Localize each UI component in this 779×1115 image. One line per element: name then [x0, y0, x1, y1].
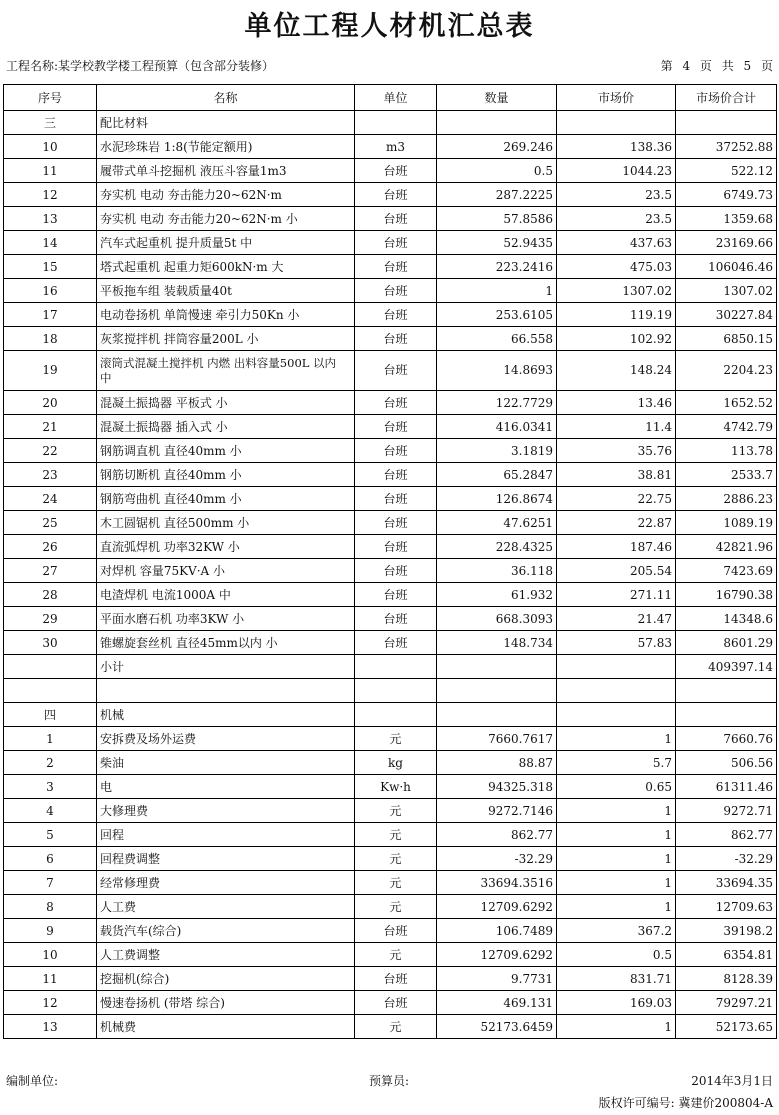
table-row	[4, 895, 777, 919]
cell-price: 35.76	[557, 439, 676, 463]
cell-name: 混凝土振捣器 插入式 小	[97, 415, 355, 439]
cell-unit: 元	[355, 1015, 437, 1039]
cell-name: 机械	[97, 703, 355, 727]
cell-no: 23	[4, 463, 97, 487]
cell-no: 7	[4, 871, 97, 895]
cell-total	[676, 679, 777, 703]
cell-name: 电渣焊机 电流1000A 中	[97, 583, 355, 607]
cell-name: 平板拖车组 装载质量40t	[97, 279, 355, 303]
cell-name: 挖掘机(综合)	[97, 967, 355, 991]
cell-total: 2533.7	[676, 463, 777, 487]
cell-price: 437.63	[557, 231, 676, 255]
cell-name: 混凝土振捣器 平板式 小	[97, 391, 355, 415]
cell-no	[4, 655, 97, 679]
cell-total: 16790.38	[676, 583, 777, 607]
cell-total: 2886.23	[676, 487, 777, 511]
cell-qty	[437, 679, 557, 703]
cell-qty: 47.6251	[437, 511, 557, 535]
header-price: 市场价	[557, 85, 676, 111]
cell-qty: 469.131	[437, 991, 557, 1015]
cell-no: 3	[4, 775, 97, 799]
cell-unit	[355, 655, 437, 679]
cell-price: 271.11	[557, 583, 676, 607]
cell-qty: 36.118	[437, 559, 557, 583]
cell-unit	[355, 703, 437, 727]
table-row	[4, 255, 777, 279]
table-row	[4, 559, 777, 583]
table-row	[4, 135, 777, 159]
cell-unit: 台班	[355, 279, 437, 303]
cell-name: 电动卷扬机 单筒慢速 牵引力50Kn 小	[97, 303, 355, 327]
cell-unit	[355, 111, 437, 135]
cell-name: 灰浆搅拌机 拌筒容量200L 小	[97, 327, 355, 351]
cell-unit: m3	[355, 135, 437, 159]
cell-price: 831.71	[557, 967, 676, 991]
cell-qty: 148.734	[437, 631, 557, 655]
cell-no	[4, 679, 97, 703]
cell-unit: 元	[355, 727, 437, 751]
cell-total: 862.77	[676, 823, 777, 847]
cell-qty: 94325.318	[437, 775, 557, 799]
cell-total: 39198.2	[676, 919, 777, 943]
cell-qty: 269.246	[437, 135, 557, 159]
cell-unit: 台班	[355, 919, 437, 943]
cell-total: 14348.6	[676, 607, 777, 631]
cell-name: 钢筋切断机 直径40mm 小	[97, 463, 355, 487]
table-row	[4, 703, 777, 727]
cell-no: 27	[4, 559, 97, 583]
cell-price	[557, 703, 676, 727]
cell-no: 18	[4, 327, 97, 351]
cell-price: 0.5	[557, 943, 676, 967]
cell-no: 13	[4, 1015, 97, 1039]
cell-name: 人工费	[97, 895, 355, 919]
cell-name: 直流弧焊机 功率32KW 小	[97, 535, 355, 559]
table-body	[4, 111, 777, 1039]
cell-price: 1044.23	[557, 159, 676, 183]
cell-no: 11	[4, 967, 97, 991]
table-row	[4, 111, 777, 135]
cell-total: 23169.66	[676, 231, 777, 255]
cell-qty: 223.2416	[437, 255, 557, 279]
cell-total: 8601.29	[676, 631, 777, 655]
header-name: 名称	[97, 85, 355, 111]
cell-price: 1	[557, 727, 676, 751]
cell-name: 钢筋调直机 直径40mm 小	[97, 439, 355, 463]
cell-total: 37252.88	[676, 135, 777, 159]
cell-unit: 元	[355, 871, 437, 895]
cell-no: 26	[4, 535, 97, 559]
cell-name: 小计	[97, 655, 355, 679]
cell-no: 10	[4, 135, 97, 159]
cell-qty: 253.6105	[437, 303, 557, 327]
table-row	[4, 631, 777, 655]
cell-name: 水泥珍珠岩 1:8(节能定额用)	[97, 135, 355, 159]
cell-name: 机械费	[97, 1015, 355, 1039]
cell-total: 79297.21	[676, 991, 777, 1015]
cell-unit: 元	[355, 799, 437, 823]
table-row	[4, 775, 777, 799]
header-no: 序号	[4, 85, 97, 111]
cell-total: 33694.35	[676, 871, 777, 895]
cell-unit: 台班	[355, 391, 437, 415]
cell-unit: 元	[355, 823, 437, 847]
cell-name: 大修理费	[97, 799, 355, 823]
cell-qty: 862.77	[437, 823, 557, 847]
cell-qty: 122.7729	[437, 391, 557, 415]
cell-price: 23.5	[557, 183, 676, 207]
cell-qty: 88.87	[437, 751, 557, 775]
table-row	[4, 463, 777, 487]
cell-qty: 416.0341	[437, 415, 557, 439]
cell-unit: 台班	[355, 511, 437, 535]
cell-price: 57.83	[557, 631, 676, 655]
cell-qty: 57.8586	[437, 207, 557, 231]
cell-unit: 元	[355, 895, 437, 919]
table-row	[4, 799, 777, 823]
cell-price: 23.5	[557, 207, 676, 231]
cell-total	[676, 703, 777, 727]
table-row	[4, 279, 777, 303]
cell-total: 506.56	[676, 751, 777, 775]
cell-name: 回程费调整	[97, 847, 355, 871]
cell-unit: 元	[355, 943, 437, 967]
cell-no: 22	[4, 439, 97, 463]
cell-total: 12709.63	[676, 895, 777, 919]
cell-price: 1	[557, 823, 676, 847]
cell-total: 409397.14	[676, 655, 777, 679]
cell-unit: 台班	[355, 631, 437, 655]
cell-qty	[437, 703, 557, 727]
cell-qty: 65.2847	[437, 463, 557, 487]
cell-price: 119.19	[557, 303, 676, 327]
cell-qty: 61.932	[437, 583, 557, 607]
cell-price: 22.87	[557, 511, 676, 535]
table-header-row	[4, 85, 777, 111]
cell-qty: 52.9435	[437, 231, 557, 255]
cell-price: 1	[557, 1015, 676, 1039]
cell-qty: 52173.6459	[437, 1015, 557, 1039]
table-row	[4, 919, 777, 943]
cell-total: 6749.73	[676, 183, 777, 207]
cell-price	[557, 679, 676, 703]
cell-name: 经常修理费	[97, 871, 355, 895]
cell-no: 14	[4, 231, 97, 255]
cell-price: 205.54	[557, 559, 676, 583]
cell-unit: 台班	[355, 439, 437, 463]
cell-total: 9272.71	[676, 799, 777, 823]
cell-total: 8128.39	[676, 967, 777, 991]
cell-name: 平面水磨石机 功率3KW 小	[97, 607, 355, 631]
cell-unit: 台班	[355, 183, 437, 207]
table-row	[4, 303, 777, 327]
cell-total: 1089.19	[676, 511, 777, 535]
table-row	[4, 231, 777, 255]
page-title: 单位工程人材机汇总表	[244, 11, 535, 42]
cell-total: 4742.79	[676, 415, 777, 439]
cell-price: 1	[557, 847, 676, 871]
cell-price	[557, 111, 676, 135]
table-row	[4, 967, 777, 991]
cell-price: 1	[557, 895, 676, 919]
cell-price: 1	[557, 871, 676, 895]
cell-price: 5.7	[557, 751, 676, 775]
cell-price: 138.36	[557, 135, 676, 159]
cell-unit: 台班	[355, 559, 437, 583]
cell-unit: 台班	[355, 991, 437, 1015]
cell-unit: 台班	[355, 231, 437, 255]
cell-no: 8	[4, 895, 97, 919]
date-label: 2014年3月1日	[691, 1074, 773, 1088]
table-row	[4, 1015, 777, 1039]
cell-price: 22.75	[557, 487, 676, 511]
cell-unit: 台班	[355, 415, 437, 439]
cell-name: 锥螺旋套丝机 直径45mm以内 小	[97, 631, 355, 655]
cell-price	[557, 655, 676, 679]
cell-no: 12	[4, 991, 97, 1015]
cell-unit: 元	[355, 847, 437, 871]
cell-no: 11	[4, 159, 97, 183]
cell-qty: 287.2225	[437, 183, 557, 207]
cell-qty: 9272.7146	[437, 799, 557, 823]
cell-price: 1	[557, 799, 676, 823]
cell-name: 配比材料	[97, 111, 355, 135]
cell-qty: 106.7489	[437, 919, 557, 943]
cell-unit: Kw·h	[355, 775, 437, 799]
page-indicator: 第 4 页 共 5 页	[660, 59, 773, 73]
project-name: 工程名称:某学校教学楼工程预算（包含部分装修）	[6, 59, 275, 73]
cell-no: 29	[4, 607, 97, 631]
cell-qty	[437, 111, 557, 135]
cell-no: 13	[4, 207, 97, 231]
cell-unit: 台班	[355, 327, 437, 351]
cell-qty	[437, 655, 557, 679]
cell-unit: 台班	[355, 607, 437, 631]
cell-name: 夯实机 电动 夯击能力20~62N·m	[97, 183, 355, 207]
table-row	[4, 991, 777, 1015]
cell-no: 24	[4, 487, 97, 511]
table-row	[4, 327, 777, 351]
compiler-label: 编制单位:	[6, 1074, 59, 1088]
header-qty: 数量	[437, 85, 557, 111]
cell-name: 滚筒式混凝土搅拌机 内燃 出料容量500L 以内 中	[97, 351, 355, 391]
table-row	[4, 159, 777, 183]
summary-table	[3, 84, 777, 1039]
cell-no: 28	[4, 583, 97, 607]
cell-total: 113.78	[676, 439, 777, 463]
cell-qty: 12709.6292	[437, 895, 557, 919]
cell-price: 367.2	[557, 919, 676, 943]
cell-qty: 66.558	[437, 327, 557, 351]
cell-total: 7423.69	[676, 559, 777, 583]
cell-qty: 126.8674	[437, 487, 557, 511]
cell-no: 9	[4, 919, 97, 943]
cell-unit: 台班	[355, 351, 437, 391]
cell-name: 木工圆锯机 直径500mm 小	[97, 511, 355, 535]
cell-name: 汽车式起重机 提升质量5t 中	[97, 231, 355, 255]
cell-no: 16	[4, 279, 97, 303]
estimator-label: 预算员:	[369, 1074, 410, 1088]
cell-total: 61311.46	[676, 775, 777, 799]
header-meta	[6, 57, 773, 75]
cell-unit: 台班	[355, 967, 437, 991]
cell-unit: 台班	[355, 487, 437, 511]
cell-unit: 台班	[355, 207, 437, 231]
cell-total: 30227.84	[676, 303, 777, 327]
cell-name: 夯实机 电动 夯击能力20~62N·m 小	[97, 207, 355, 231]
cell-qty: -32.29	[437, 847, 557, 871]
cell-price: 102.92	[557, 327, 676, 351]
cell-unit: 台班	[355, 303, 437, 327]
table-row	[4, 655, 777, 679]
cell-no: 2	[4, 751, 97, 775]
cell-no: 四	[4, 703, 97, 727]
cell-qty: 0.5	[437, 159, 557, 183]
table-row	[4, 583, 777, 607]
cell-total: 1359.68	[676, 207, 777, 231]
cell-name: 履带式单斗挖掘机 液压斗容量1m3	[97, 159, 355, 183]
cell-no: 12	[4, 183, 97, 207]
table-row	[4, 183, 777, 207]
cell-no: 30	[4, 631, 97, 655]
table-row	[4, 871, 777, 895]
cell-total: -32.29	[676, 847, 777, 871]
cell-qty: 7660.7617	[437, 727, 557, 751]
cell-no: 21	[4, 415, 97, 439]
cell-total: 42821.96	[676, 535, 777, 559]
cell-no: 6	[4, 847, 97, 871]
cell-qty: 1	[437, 279, 557, 303]
table-row	[4, 487, 777, 511]
cell-unit: 台班	[355, 463, 437, 487]
cell-no: 25	[4, 511, 97, 535]
cell-no: 17	[4, 303, 97, 327]
cell-price: 21.47	[557, 607, 676, 631]
table-row	[4, 607, 777, 631]
header-unit: 单位	[355, 85, 437, 111]
cell-no: 1	[4, 727, 97, 751]
footer-line-1	[6, 1072, 773, 1088]
table-row	[4, 415, 777, 439]
cell-total: 1652.52	[676, 391, 777, 415]
table-row	[4, 439, 777, 463]
cell-no: 4	[4, 799, 97, 823]
cell-name: 安拆费及场外运费	[97, 727, 355, 751]
cell-name: 对焊机 容量75KV·A 小	[97, 559, 355, 583]
cell-total: 522.12	[676, 159, 777, 183]
cell-name: 慢速卷扬机 (带塔 综合)	[97, 991, 355, 1015]
cell-name: 载货汽车(综合)	[97, 919, 355, 943]
cell-price: 13.46	[557, 391, 676, 415]
cell-qty: 14.8693	[437, 351, 557, 391]
cell-unit: 台班	[355, 535, 437, 559]
cell-qty: 3.1819	[437, 439, 557, 463]
cell-name: 人工费调整	[97, 943, 355, 967]
table-row	[4, 847, 777, 871]
cell-total: 6354.81	[676, 943, 777, 967]
cell-total: 1307.02	[676, 279, 777, 303]
table-row	[4, 679, 777, 703]
cell-total: 7660.76	[676, 727, 777, 751]
footer-line-2	[6, 1094, 773, 1110]
cell-name: 钢筋弯曲机 直径40mm 小	[97, 487, 355, 511]
header-total: 市场价合计	[676, 85, 777, 111]
cell-name: 电	[97, 775, 355, 799]
cell-qty: 12709.6292	[437, 943, 557, 967]
cell-name: 柴油	[97, 751, 355, 775]
cell-name: 回程	[97, 823, 355, 847]
cell-price: 475.03	[557, 255, 676, 279]
table-row	[4, 207, 777, 231]
cell-qty: 668.3093	[437, 607, 557, 631]
table-row	[4, 823, 777, 847]
table-row	[4, 535, 777, 559]
cell-unit: 台班	[355, 159, 437, 183]
cell-name: 塔式起重机 起重力矩600kN·m 大	[97, 255, 355, 279]
table-row	[4, 943, 777, 967]
cell-total: 6850.15	[676, 327, 777, 351]
cell-price: 187.46	[557, 535, 676, 559]
cell-no: 5	[4, 823, 97, 847]
cell-qty: 228.4325	[437, 535, 557, 559]
cell-price: 169.03	[557, 991, 676, 1015]
table-row	[4, 391, 777, 415]
cell-qty: 9.7731	[437, 967, 557, 991]
cell-total: 52173.65	[676, 1015, 777, 1039]
cell-price: 11.4	[557, 415, 676, 439]
table-row	[4, 351, 777, 391]
cell-total: 106046.46	[676, 255, 777, 279]
license-label: 版权许可编号: 冀建价200804-A	[598, 1096, 773, 1110]
table-row	[4, 727, 777, 751]
table-row	[4, 751, 777, 775]
cell-total: 2204.23	[676, 351, 777, 391]
cell-name	[97, 679, 355, 703]
cell-unit: 台班	[355, 583, 437, 607]
cell-unit	[355, 679, 437, 703]
cell-price: 0.65	[557, 775, 676, 799]
cell-no: 三	[4, 111, 97, 135]
cell-price: 1307.02	[557, 279, 676, 303]
cell-price: 148.24	[557, 351, 676, 391]
cell-no: 20	[4, 391, 97, 415]
cell-unit: kg	[355, 751, 437, 775]
cell-price: 38.81	[557, 463, 676, 487]
cell-no: 19	[4, 351, 97, 391]
cell-qty: 33694.3516	[437, 871, 557, 895]
cell-no: 15	[4, 255, 97, 279]
cell-no: 10	[4, 943, 97, 967]
table-row	[4, 511, 777, 535]
cell-total	[676, 111, 777, 135]
cell-unit: 台班	[355, 255, 437, 279]
